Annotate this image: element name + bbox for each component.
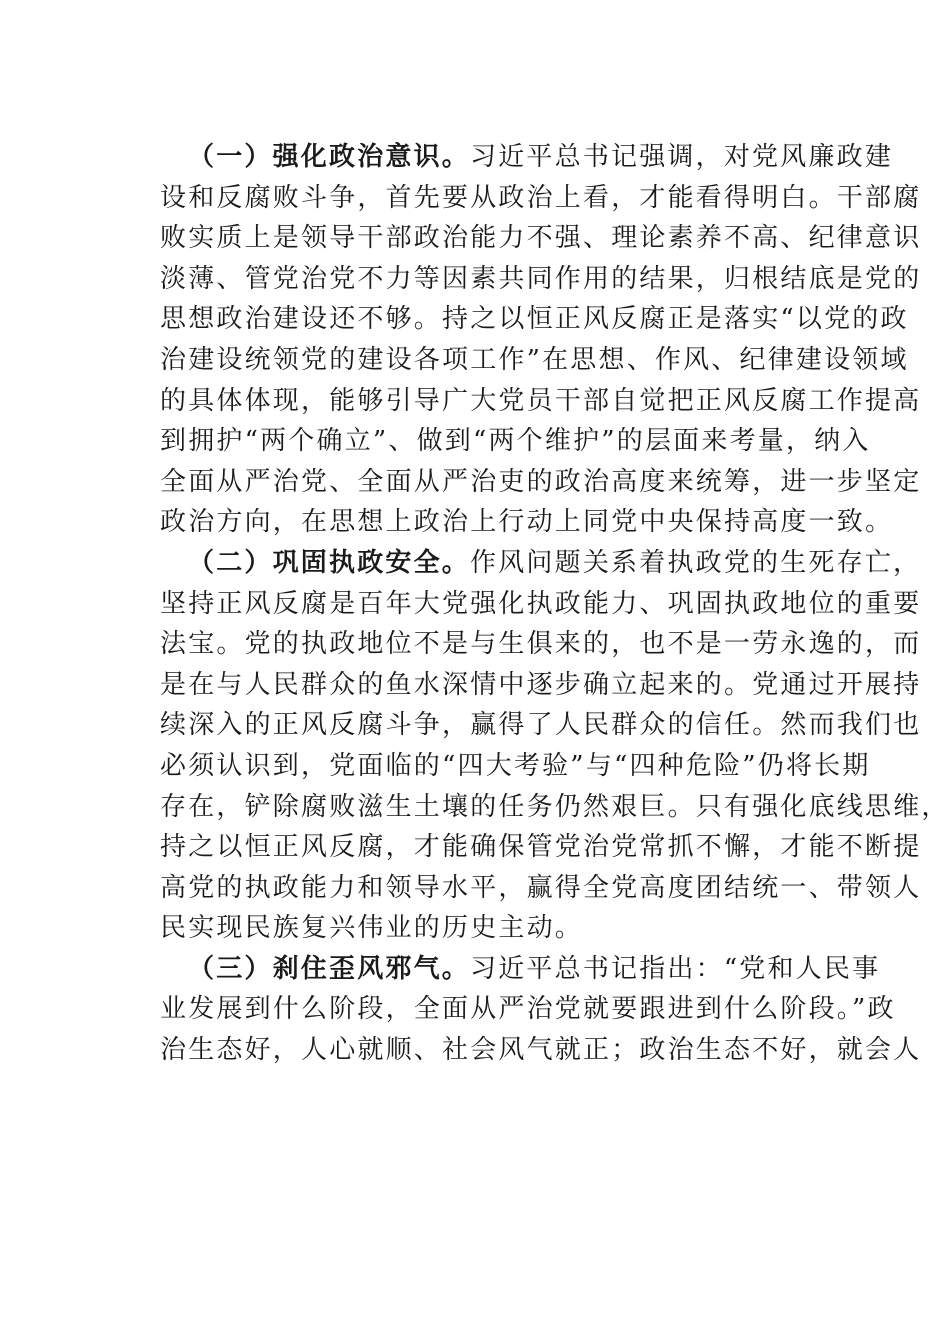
paragraph-2 bbox=[160, 543, 950, 949]
paragraph-heading: （一）强化政治意识。 bbox=[188, 142, 471, 172]
paragraph-line: 治生态好，人心就顺、社会风气就正；政治生态不好，就会人 bbox=[160, 1035, 922, 1066]
paragraph-line: 法宝。党的执政地位不是与生俱来的，也不是一劳永逸的，而 bbox=[160, 629, 922, 660]
paragraph-3 bbox=[160, 949, 922, 1071]
paragraph-line: 存在，铲除腐败滋生土壤的任务仍然艰巨。只有强化底线思维， bbox=[160, 791, 950, 822]
paragraph-heading: （三）刹住歪风邪气。 bbox=[188, 953, 471, 984]
paragraph-line: （二）巩固执政安全。作风问题关系着执政党的生死存亡， bbox=[188, 547, 922, 578]
paragraph-line: 败实质上是领导干部政治能力不强、理论素养不高、纪律意识 bbox=[160, 223, 922, 254]
paragraph-line: 民实现民族复兴伟业的历史主动。 bbox=[160, 913, 584, 944]
paragraph-line: 高党的执政能力和领导水平，赢得全党高度团结统一、带领人 bbox=[160, 872, 922, 903]
paragraph-line: （一）强化政治意识。习近平总书记强调，对党风廉政建 bbox=[188, 142, 894, 172]
paragraph-line: （三）刹住歪风邪气。习近平总书记指出：“党和人民事 bbox=[188, 953, 881, 984]
paragraph-line: 必须认识到，党面临的“四大考验”与“四种危险”仍将长期 bbox=[160, 750, 871, 781]
paragraph-1 bbox=[160, 137, 922, 543]
paragraph-line: 业发展到什么阶段，全面从严治党就要跟进到什么阶段。”政 bbox=[160, 994, 896, 1025]
paragraph-line: 是在与人民群众的鱼水深情中逐步确立起来的。党通过开展持 bbox=[160, 669, 922, 700]
paragraph-line: 思想政治建设还不够。持之以恒正风反腐正是落实“以党的政 bbox=[160, 304, 909, 335]
paragraph-heading: （二）巩固执政安全。 bbox=[188, 547, 471, 578]
paragraph-line: 全面从严治党、全面从严治吏的政治高度来统筹，进一步坚定 bbox=[160, 466, 922, 497]
paragraph-line: 设和反腐败斗争，首先要从政治上看，才能看得明白。干部腐 bbox=[160, 182, 922, 213]
paragraph-line: 政治方向，在思想上政治上行动上同党中央保持高度一致。 bbox=[160, 507, 894, 538]
paragraph-line: 续深入的正风反腐斗争，赢得了人民群众的信任。然而我们也 bbox=[160, 710, 922, 741]
paragraph-line: 持之以恒正风反腐，才能确保管党治党常抓不懈，才能不断提 bbox=[160, 832, 922, 863]
paragraph-line: 的具体体现，能够引导广大党员干部自觉把正风反腐工作提高 bbox=[160, 385, 922, 416]
paragraph-line: 到拥护“两个确立”、做到“两个维护”的层面来考量，纳入 bbox=[160, 426, 871, 457]
paragraph-line: 淡薄、管党治党不力等因素共同作用的结果，归根结底是党的 bbox=[160, 263, 922, 294]
document-body bbox=[160, 137, 950, 1071]
paragraph-line: 治建设统领党的建设各项工作”在思想、作风、纪律建设领域 bbox=[160, 344, 909, 375]
paragraph-line: 坚持正风反腐是百年大党强化执政能力、巩固执政地位的重要 bbox=[160, 588, 922, 619]
